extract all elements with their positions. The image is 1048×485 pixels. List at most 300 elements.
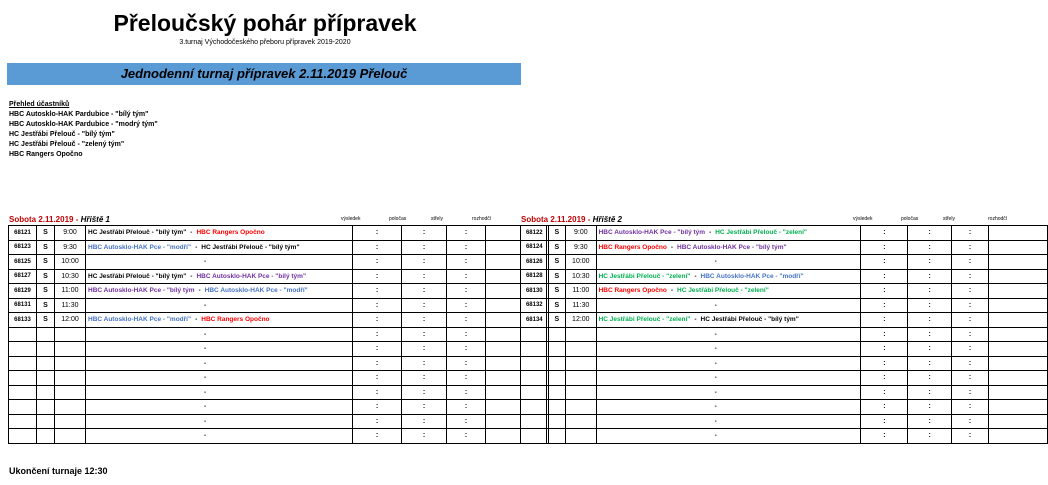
- game-match: [596, 327, 861, 342]
- shots-cell: :: [447, 356, 486, 371]
- hall-label: Hřiště 1: [80, 215, 110, 224]
- result-cell: :: [861, 327, 908, 342]
- shots-cell: :: [447, 255, 486, 270]
- referee-cell: [989, 385, 1048, 400]
- halftime-cell: :: [908, 284, 951, 299]
- tournament-end: Ukončení turnaje 12:30: [9, 466, 108, 476]
- game-match: [596, 269, 861, 284]
- game-time: [55, 385, 86, 400]
- referee-cell: [989, 255, 1048, 270]
- game-number: [521, 371, 549, 386]
- game-number: 68134: [521, 313, 549, 328]
- table-row: [521, 429, 1048, 444]
- home-team: HBC Autosklo-HAK Pce - "bílý tým: [88, 287, 195, 295]
- team-separator: -: [714, 403, 717, 411]
- game-number: 68131: [9, 298, 37, 313]
- col-referee: rozhodčí: [988, 216, 1008, 222]
- halftime-cell: :: [908, 342, 951, 357]
- referee-cell: [989, 226, 1048, 241]
- halftime-cell: :: [908, 327, 951, 342]
- halftime-cell: :: [402, 240, 447, 255]
- table-row: [9, 356, 547, 371]
- team-separator: -: [195, 243, 198, 251]
- away-team: HBC Autosklo-HAK Pce - "modří": [700, 272, 804, 280]
- table-row: [9, 429, 547, 444]
- shots-cell: :: [447, 298, 486, 313]
- game-time: 11:30: [566, 298, 596, 313]
- game-category: S: [548, 313, 566, 328]
- game-match: [86, 327, 353, 342]
- shots-cell: :: [447, 313, 486, 328]
- game-match: [596, 255, 861, 270]
- game-time: [55, 371, 86, 386]
- result-cell: :: [861, 240, 908, 255]
- game-time: 9:30: [566, 240, 596, 255]
- result-cell: :: [353, 371, 402, 386]
- team-separator: -: [204, 374, 207, 382]
- shots-cell: :: [447, 327, 486, 342]
- game-time: 9:00: [55, 226, 86, 241]
- game-number: [521, 327, 549, 342]
- shots-cell: :: [951, 371, 989, 386]
- result-cell: :: [353, 400, 402, 415]
- game-time: [55, 429, 86, 444]
- result-cell: :: [861, 385, 908, 400]
- game-category: [37, 429, 55, 444]
- game-category: [37, 400, 55, 415]
- shots-cell: :: [951, 400, 989, 415]
- team-separator: -: [714, 330, 717, 338]
- referee-cell: [989, 429, 1048, 444]
- game-time: [566, 414, 596, 429]
- shots-cell: :: [447, 284, 486, 299]
- shots-cell: :: [447, 429, 486, 444]
- col-referee: rozhodčí: [472, 216, 492, 222]
- shots-cell: :: [447, 240, 486, 255]
- game-category: [37, 327, 55, 342]
- shots-cell: :: [951, 298, 989, 313]
- participant-item: HC Jestřábi Přelouč - "bílý tým": [9, 131, 115, 138]
- game-number: 68129: [9, 284, 37, 299]
- result-cell: :: [861, 313, 908, 328]
- result-cell: :: [353, 269, 402, 284]
- halftime-cell: :: [908, 255, 951, 270]
- game-time: 12:00: [55, 313, 86, 328]
- referee-cell: [989, 342, 1048, 357]
- game-time: 11:30: [55, 298, 86, 313]
- game-number: [9, 414, 37, 429]
- halftime-cell: :: [908, 400, 951, 415]
- game-category: S: [37, 284, 55, 299]
- game-match: [596, 429, 861, 444]
- game-category: [548, 385, 566, 400]
- game-match: [86, 269, 353, 284]
- halftime-cell: :: [402, 429, 447, 444]
- team-separator: -: [714, 359, 717, 367]
- team-separator: -: [714, 432, 717, 440]
- game-match: [596, 385, 861, 400]
- tournament-banner: Jednodenní turnaj přípravek 2.11.2019 Přelouč: [7, 63, 521, 85]
- halftime-cell: :: [402, 400, 447, 415]
- game-match: [596, 342, 861, 357]
- team-separator: -: [204, 432, 207, 440]
- table-row: [9, 298, 547, 313]
- game-number: 68125: [9, 255, 37, 270]
- table-row: [9, 226, 547, 241]
- table-row: [9, 240, 547, 255]
- team-separator: -: [204, 301, 207, 309]
- game-number: 68128: [521, 269, 549, 284]
- shots-cell: :: [447, 385, 486, 400]
- game-time: [55, 414, 86, 429]
- participant-item: HBC Autosklo-HAK Pardubice - "modrý tým": [9, 121, 158, 128]
- game-time: 12:00: [566, 313, 596, 328]
- table-row: [521, 226, 1048, 241]
- halftime-cell: :: [908, 226, 951, 241]
- table-row: [9, 284, 547, 299]
- halftime-cell: :: [908, 313, 951, 328]
- halftime-cell: :: [402, 255, 447, 270]
- halftime-cell: :: [402, 356, 447, 371]
- game-time: [566, 327, 596, 342]
- table-row: [521, 342, 1048, 357]
- game-category: S: [37, 298, 55, 313]
- table-row: [521, 313, 1048, 328]
- table-row: [521, 327, 1048, 342]
- table-row: [521, 371, 1048, 386]
- shots-cell: :: [447, 226, 486, 241]
- referee-cell: [989, 313, 1048, 328]
- home-team: HC Jestřábi Přelouč - "zelení": [598, 316, 691, 324]
- away-team: HBC Rangers Opočno: [201, 316, 270, 324]
- shots-cell: :: [447, 371, 486, 386]
- game-time: [566, 400, 596, 415]
- table-row: [521, 284, 1048, 299]
- away-team: HBC Autosklo-HAK Pce - "bílý tým": [677, 243, 787, 251]
- game-match: [596, 400, 861, 415]
- game-category: [548, 371, 566, 386]
- game-category: S: [548, 226, 566, 241]
- result-cell: :: [861, 371, 908, 386]
- game-category: S: [37, 240, 55, 255]
- table-row: [9, 342, 547, 357]
- shots-cell: :: [951, 226, 989, 241]
- halftime-cell: :: [908, 385, 951, 400]
- table-row: [521, 385, 1048, 400]
- game-time: [566, 356, 596, 371]
- col-halftime: poločas: [901, 216, 919, 222]
- game-category: [548, 400, 566, 415]
- game-time: 11:00: [566, 284, 596, 299]
- halftime-cell: :: [908, 414, 951, 429]
- home-team: HC Jestřábi Přelouč - "bílý tým": [88, 229, 187, 237]
- participant-item: HBC Autosklo-HAK Pardubice - "bílý tým": [9, 111, 149, 118]
- team-separator: -: [198, 287, 201, 295]
- halftime-cell: :: [908, 240, 951, 255]
- game-match: [596, 313, 861, 328]
- halftime-cell: :: [402, 298, 447, 313]
- participants-list: [9, 100, 158, 160]
- halftime-cell: :: [402, 371, 447, 386]
- game-category: S: [37, 313, 55, 328]
- table-row: [9, 269, 547, 284]
- team-separator: -: [714, 301, 717, 309]
- page-title: Přeloučský pohár přípravek: [113, 10, 417, 36]
- table-row: [9, 255, 547, 270]
- table-row: [9, 313, 547, 328]
- col-halftime: poločas: [389, 216, 407, 222]
- shots-cell: :: [447, 342, 486, 357]
- result-cell: :: [353, 327, 402, 342]
- game-match: [86, 240, 353, 255]
- game-time: [55, 356, 86, 371]
- game-category: S: [37, 255, 55, 270]
- home-team: HC Jestřábi Přelouč - "bílý tým": [88, 272, 187, 280]
- page-subtitle: 3.turnaj Východočeského přeboru přípravek 2019-2020: [179, 39, 351, 46]
- result-cell: :: [861, 429, 908, 444]
- game-number: 68133: [9, 313, 37, 328]
- referee-cell: [989, 414, 1048, 429]
- halftime-cell: :: [402, 414, 447, 429]
- team-separator: -: [694, 316, 697, 324]
- game-number: [521, 429, 549, 444]
- team-separator: -: [204, 345, 207, 353]
- game-number: 68127: [9, 269, 37, 284]
- result-cell: :: [353, 284, 402, 299]
- game-category: [37, 385, 55, 400]
- result-cell: :: [861, 226, 908, 241]
- shots-cell: :: [951, 284, 989, 299]
- game-time: 9:00: [566, 226, 596, 241]
- shots-cell: :: [951, 269, 989, 284]
- schedule-day: Sobota 2.11.2019 - Hřiště 1: [9, 215, 110, 224]
- game-match: [86, 255, 353, 270]
- game-category: S: [548, 240, 566, 255]
- team-separator: -: [670, 243, 673, 251]
- result-cell: :: [861, 342, 908, 357]
- game-match: [596, 371, 861, 386]
- game-category: S: [37, 226, 55, 241]
- games-table: [520, 225, 1048, 444]
- result-cell: :: [861, 414, 908, 429]
- table-row: [521, 269, 1048, 284]
- team-separator: -: [204, 403, 207, 411]
- team-separator: -: [709, 229, 712, 237]
- halftime-cell: :: [908, 356, 951, 371]
- result-cell: :: [861, 255, 908, 270]
- col-result: výsledek: [853, 216, 873, 222]
- game-match: [596, 284, 861, 299]
- table-row: [9, 327, 547, 342]
- game-number: 68130: [521, 284, 549, 299]
- shots-cell: :: [951, 385, 989, 400]
- game-category: [548, 414, 566, 429]
- game-number: 68122: [521, 226, 549, 241]
- col-result: výsledek: [341, 216, 361, 222]
- game-match: [86, 429, 353, 444]
- referee-cell: [989, 400, 1048, 415]
- team-separator: -: [190, 272, 193, 280]
- halftime-cell: :: [908, 371, 951, 386]
- shots-cell: :: [951, 356, 989, 371]
- result-cell: :: [353, 356, 402, 371]
- table-row: [521, 400, 1048, 415]
- table-row: [521, 240, 1048, 255]
- game-time: 10:00: [566, 255, 596, 270]
- game-number: [521, 342, 549, 357]
- schedule-header: [8, 215, 547, 225]
- shots-cell: :: [951, 429, 989, 444]
- away-team: HC Jestřábi Přelouč - "zelení": [677, 287, 769, 295]
- table-row: [9, 414, 547, 429]
- away-team: HC Jestřábi Přelouč - "bílý tým": [700, 316, 799, 324]
- team-separator: -: [714, 388, 717, 396]
- game-match: [86, 298, 353, 313]
- shots-cell: :: [447, 269, 486, 284]
- home-team: HBC Autosklo-HAK Pce - "modří": [88, 316, 192, 324]
- result-cell: :: [353, 414, 402, 429]
- result-cell: :: [353, 255, 402, 270]
- result-cell: :: [861, 356, 908, 371]
- team-separator: -: [204, 330, 207, 338]
- game-match: [86, 313, 353, 328]
- team-separator: -: [204, 388, 207, 396]
- result-cell: :: [353, 240, 402, 255]
- halftime-cell: :: [402, 269, 447, 284]
- table-row: [521, 414, 1048, 429]
- participant-item: HC Jestřábi Přelouč - "zelený tým": [9, 141, 125, 148]
- shots-cell: :: [951, 240, 989, 255]
- game-time: [55, 400, 86, 415]
- participants-heading: Přehled účastníků: [9, 101, 70, 108]
- game-time: [55, 342, 86, 357]
- game-time: 9:30: [55, 240, 86, 255]
- table-row: [9, 371, 547, 386]
- schedule-header: [520, 215, 1048, 225]
- game-match: [86, 385, 353, 400]
- game-match: [86, 226, 353, 241]
- schedule-hall-2: [520, 215, 1048, 444]
- hall-label: Hřiště 2: [592, 215, 622, 224]
- game-number: 68132: [521, 298, 549, 313]
- game-time: 10:30: [55, 269, 86, 284]
- halftime-cell: :: [402, 342, 447, 357]
- away-team: HC Jestřábi Přelouč - "zelení": [715, 229, 808, 237]
- result-cell: :: [353, 429, 402, 444]
- halftime-cell: :: [402, 327, 447, 342]
- team-separator: -: [195, 316, 198, 324]
- game-number: [9, 385, 37, 400]
- result-cell: :: [861, 400, 908, 415]
- away-team: HBC Rangers Opočno: [196, 229, 265, 237]
- team-separator: -: [204, 417, 207, 425]
- referee-cell: [989, 327, 1048, 342]
- game-number: [9, 429, 37, 444]
- home-team: HBC Rangers Opočno: [598, 243, 667, 251]
- game-number: 68123: [9, 240, 37, 255]
- game-number: 68126: [521, 255, 549, 270]
- game-match: [86, 342, 353, 357]
- halftime-cell: :: [908, 429, 951, 444]
- result-cell: :: [861, 269, 908, 284]
- game-number: [9, 371, 37, 386]
- shots-cell: :: [447, 414, 486, 429]
- table-row: [9, 385, 547, 400]
- game-category: [548, 356, 566, 371]
- game-time: 10:30: [566, 269, 596, 284]
- team-separator: -: [714, 345, 717, 353]
- halftime-cell: :: [402, 313, 447, 328]
- game-match: [596, 298, 861, 313]
- participant-item: HBC Rangers Opočno: [9, 151, 83, 158]
- game-category: S: [548, 255, 566, 270]
- referee-cell: [989, 298, 1048, 313]
- game-time: [566, 429, 596, 444]
- games-table: [8, 225, 547, 444]
- game-match: [86, 400, 353, 415]
- game-time: [566, 342, 596, 357]
- game-match: [596, 226, 861, 241]
- game-number: 68121: [9, 226, 37, 241]
- team-separator: -: [204, 359, 207, 367]
- team-separator: -: [204, 258, 207, 266]
- game-time: [566, 385, 596, 400]
- game-match: [596, 240, 861, 255]
- game-time: [566, 371, 596, 386]
- shots-cell: :: [951, 255, 989, 270]
- result-cell: :: [353, 342, 402, 357]
- game-time: 11:00: [55, 284, 86, 299]
- game-category: S: [548, 269, 566, 284]
- game-number: [521, 414, 549, 429]
- table-row: [521, 298, 1048, 313]
- table-row: [521, 356, 1048, 371]
- game-time: 10:00: [55, 255, 86, 270]
- team-separator: -: [670, 287, 673, 295]
- team-separator: -: [714, 417, 717, 425]
- result-cell: :: [353, 385, 402, 400]
- game-match: [596, 356, 861, 371]
- game-time: [55, 327, 86, 342]
- game-category: [37, 371, 55, 386]
- game-match: [86, 371, 353, 386]
- home-team: HBC Autosklo-HAK Pce - "modří": [88, 243, 192, 251]
- team-separator: -: [694, 272, 697, 280]
- game-number: [9, 400, 37, 415]
- table-row: [9, 400, 547, 415]
- game-category: S: [37, 269, 55, 284]
- game-number: [9, 327, 37, 342]
- away-team: HBC Autosklo-HAK Pce - "modří": [204, 287, 308, 295]
- referee-cell: [989, 269, 1048, 284]
- home-team: HBC Rangers Opočno: [598, 287, 667, 295]
- game-category: [548, 342, 566, 357]
- shots-cell: :: [951, 327, 989, 342]
- game-category: S: [548, 298, 566, 313]
- game-number: 68124: [521, 240, 549, 255]
- halftime-cell: :: [908, 269, 951, 284]
- referee-cell: [989, 356, 1048, 371]
- referee-cell: [989, 284, 1048, 299]
- team-separator: -: [190, 229, 193, 237]
- game-number: [9, 356, 37, 371]
- game-match: [596, 414, 861, 429]
- result-cell: :: [861, 298, 908, 313]
- away-team: HBC Autosklo-HAK Pce - "bílý tým": [196, 272, 307, 280]
- game-category: [37, 414, 55, 429]
- game-match: [86, 414, 353, 429]
- game-match: [86, 356, 353, 371]
